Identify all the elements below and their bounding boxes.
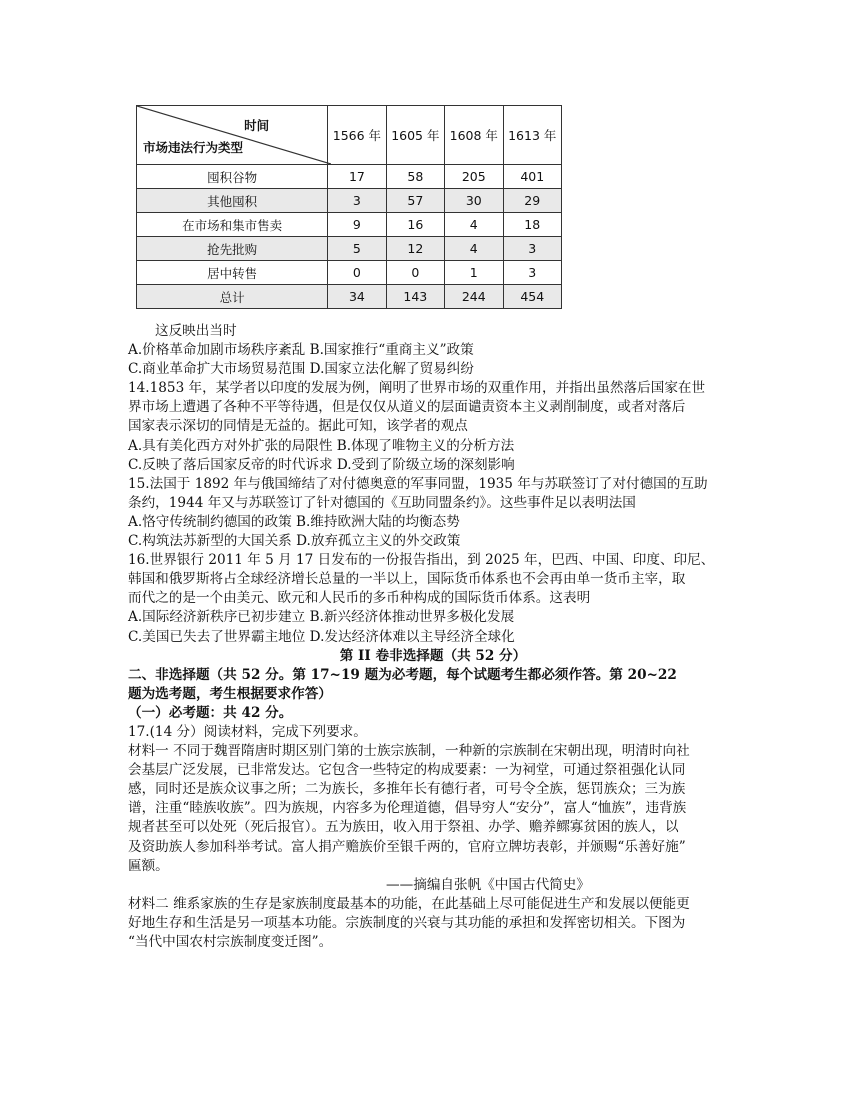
row-label: 其他囤积 <box>137 189 328 213</box>
material-2-text: 材料二 维系家族的生存是家族制度最基本的功能，在此基础上尽可能促进生产和发展以便能更 <box>128 895 690 912</box>
material-1-text: 及资助族人参加科举考试。富人捐产赡族价至银千两的，官府立牌坊表彰，并颁赐“乐善好施” <box>128 838 686 855</box>
material-1-text: 会基层广泛发展，已非常发达。它包含一些特定的构成要素：一为祠堂，可通过祭祖强化认同 <box>128 762 686 779</box>
table-row <box>137 261 562 285</box>
question-14-text: 国家表示深切的同情是无益的。据此可知，该学者的观点 <box>128 418 468 435</box>
row-label: 居中转售 <box>137 261 328 285</box>
table-cell: 18 <box>503 213 562 237</box>
table-cell: 3 <box>503 261 562 285</box>
table-header-row <box>137 106 562 165</box>
header-type-label: 市场违法行为类型 <box>143 140 244 155</box>
question-17-heading: 17.(14 分）阅读材料，完成下列要求。 <box>128 723 367 740</box>
table-cell: 58 <box>386 165 444 189</box>
market-violation-table <box>136 105 562 309</box>
question-16-options-cd: C.美国已失去了世界霸主地位 D.发达经济体难以主导经济全球化 <box>128 628 515 645</box>
question-14-options-ab: A.具有美化西方对外扩张的局限性 B.体现了唯物主义的分析方法 <box>128 437 515 454</box>
question-15-text: 条约，1944 年又与苏联签订了针对德国的《互助同盟条约》。这些事件足以表明法国 <box>128 494 636 511</box>
question-16-text: 16.世界银行 2011 年 5 月 17 日发布的一份报告指出，到 2025 年，巴西、中国、印度、印尼、 <box>128 552 715 569</box>
question-13-stem: 这反映出当时 <box>155 323 237 339</box>
table-cell: 454 <box>503 285 562 309</box>
year-header: 1608 年 <box>445 106 503 165</box>
table-cell: 17 <box>328 165 386 189</box>
year-header: 1605 年 <box>386 106 444 165</box>
section-2-heading: 二、非选择题（共 52 分。第 17~19 题为必考题，每个试题考生都必须作答。第 20~22 <box>128 666 677 683</box>
table-cell: 3 <box>503 237 562 261</box>
question-15-options-ab: A.恪守传统制约德国的政策 B.维持欧洲大陆的均衡态势 <box>128 513 460 530</box>
year-header: 1613 年 <box>503 106 562 165</box>
material-1-text: 感，同时还是族众议事之所；二为族长，多推年长有德行者，可号令全族，惩罚族众；三为族 <box>128 781 686 798</box>
table-cell: 5 <box>328 237 386 261</box>
table-cell: 16 <box>386 213 444 237</box>
question-15-text: 15.法国于 1892 年与俄国缔结了对付德奥意的军事同盟，1935 年与苏联签订了对付德国的互助 <box>128 475 708 492</box>
row-label: 抢先批购 <box>137 237 328 261</box>
row-label: 在市场和集市售卖 <box>137 213 328 237</box>
question-13-options-ab: A.价格革命加剧市场秩序紊乱 B.国家推行“重商主义”政策 <box>128 342 474 359</box>
table-cell: 401 <box>503 165 562 189</box>
material-1-text: 材料一 不同于魏晋隋唐时期区别门第的士族宗族制，一种新的宗族制在宋朝出现，明清时向社 <box>128 743 690 760</box>
row-label: 总计 <box>137 285 328 309</box>
table-cell: 30 <box>445 189 503 213</box>
table-cell: 9 <box>328 213 386 237</box>
question-16-options-ab: A.国际经济新秩序已初步建立 B.新兴经济体推动世界多极化发展 <box>128 609 515 626</box>
material-1-source: ——摘编自张帆《中国古代简史》 <box>386 876 590 893</box>
table-cell: 29 <box>503 189 562 213</box>
table-cell: 34 <box>328 285 386 309</box>
part-2-title: 第 II 卷非选择题（共 52 分） <box>339 647 527 664</box>
table-cell: 0 <box>328 261 386 285</box>
question-14-text: 界市场上遭遇了各种不平等待遇，但是仅仅从道义的层面谴责资本主义剥削制度，或者对落后 <box>128 399 686 416</box>
table-cell: 4 <box>445 213 503 237</box>
question-block <box>128 322 738 952</box>
required-questions-heading: （一）必考题：共 42 分。 <box>128 704 293 721</box>
table-row <box>137 165 562 189</box>
material-2-text: “当代中国农村宗族制度变迁图”。 <box>128 934 333 950</box>
table-cell: 0 <box>386 261 444 285</box>
table-row <box>137 285 562 309</box>
material-2-text: 好地生存和生活是另一项基本功能。宗族制度的兴衰与其功能的承担和发挥密切相关。下图为 <box>128 914 686 931</box>
table-cell: 4 <box>445 237 503 261</box>
stats-table <box>136 105 562 309</box>
table-cell: 57 <box>386 189 444 213</box>
question-13-options-cd: C.商业革命扩大市场贸易范围 D.国家立法化解了贸易纠纷 <box>128 361 474 378</box>
material-1-text: 谱，注重“睦族收族”。四为族规，内容多为伦理道德，倡导穷人“安分”，富人“恤族”，违背族 <box>128 800 687 817</box>
table-cell: 205 <box>445 165 503 189</box>
table-row <box>137 237 562 261</box>
material-1-text: 匾额。 <box>128 857 169 874</box>
table-row <box>137 189 562 213</box>
question-15-options-cd: C.构筑法苏新型的大国关系 D.放弃孤立主义的外交政策 <box>128 533 461 550</box>
table-cell: 143 <box>386 285 444 309</box>
table-row <box>137 213 562 237</box>
row-label: 囤积谷物 <box>137 165 328 189</box>
table-cell: 3 <box>328 189 386 213</box>
material-1-text: 规者甚至可以处死（死后报官）。五为族田，收入用于祭祖、办学、赡养鳏寡贫困的族人，以 <box>128 819 679 836</box>
table-cell: 1 <box>445 261 503 285</box>
header-time-label: 时间 <box>244 118 270 133</box>
question-16-text: 而代之的是一个由美元、欧元和人民币的多币种构成的国际货币体系。这表明 <box>128 590 591 607</box>
table-cell: 244 <box>445 285 503 309</box>
diagonal-header-cell <box>137 106 328 165</box>
table-cell: 12 <box>386 237 444 261</box>
year-header: 1566 年 <box>328 106 386 165</box>
section-2-heading: 题为选考题，考生根据要求作答） <box>128 685 332 702</box>
question-14-options-cd: C.反映了落后国家反帝的时代诉求 D.受到了阶级立场的深刻影响 <box>128 456 515 473</box>
question-14-text: 14.1853 年，某学者以印度的发展为例，阐明了世界市场的双重作用，并指出虽然落后国家在世 <box>128 380 706 397</box>
question-16-text: 韩国和俄罗斯将占全球经济增长总量的一半以上，国际货币体系也不会再由单一货币主宰，取 <box>128 571 686 588</box>
